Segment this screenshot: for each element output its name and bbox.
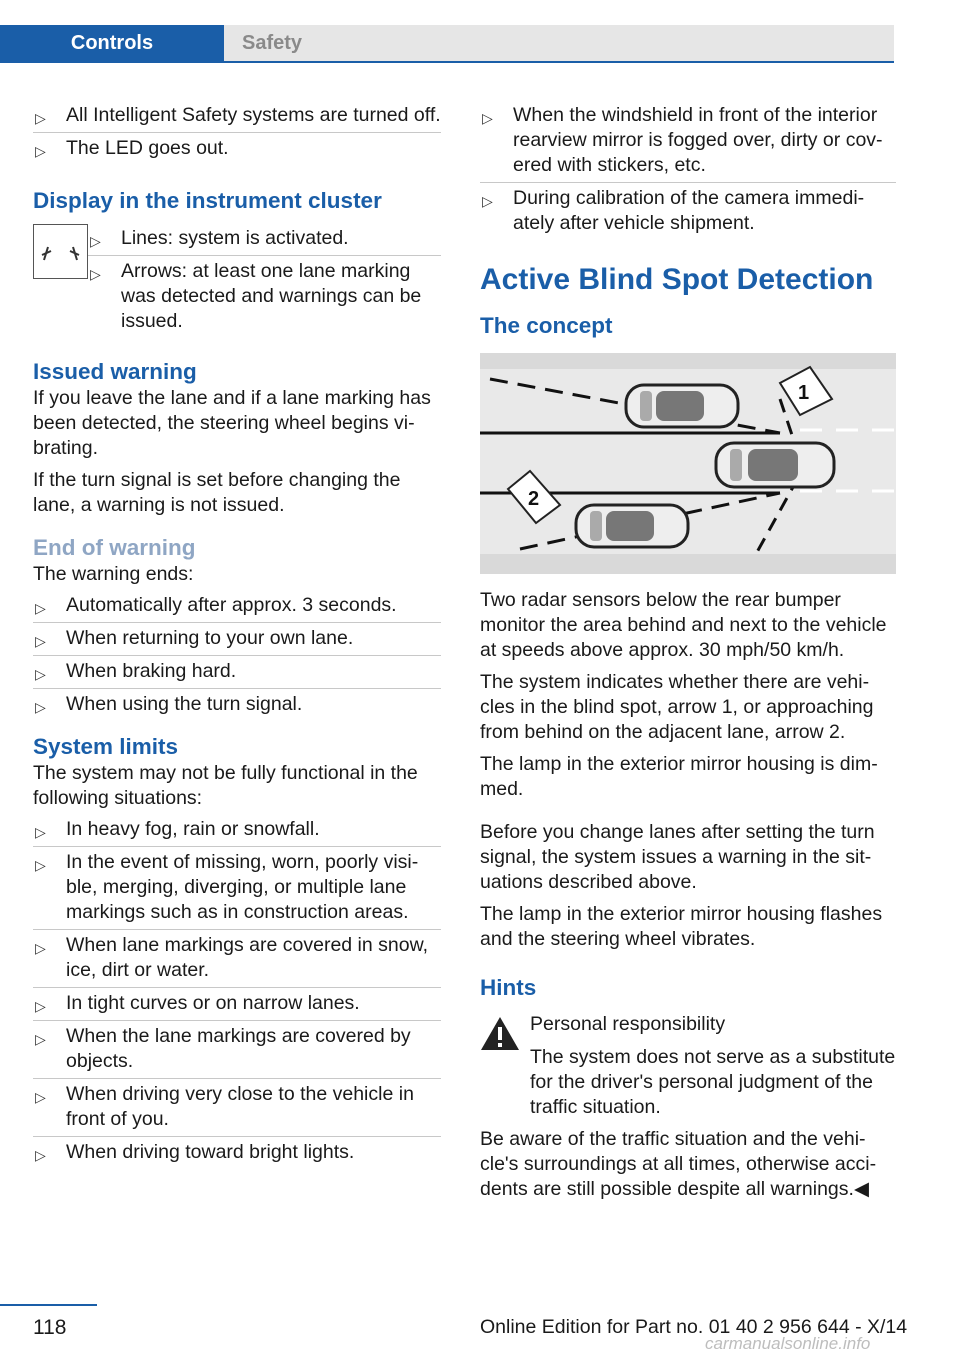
triangle-bullet-icon: ▷	[35, 1147, 46, 1163]
warning-triangle-icon	[480, 1015, 520, 1051]
triangle-bullet-icon: ▷	[35, 998, 46, 1014]
triangle-bullet-icon: ▷	[35, 940, 46, 956]
list-item: ▷ When using the turn signal.	[33, 688, 441, 721]
right-column	[480, 100, 896, 1202]
car-middle	[716, 443, 834, 487]
list-item: ▷ Arrows: at least one lane marking was detected and warnings can be issued.	[88, 255, 441, 338]
tab-safety[interactable]: Safety	[224, 25, 894, 62]
display-section	[33, 223, 441, 338]
triangle-bullet-icon: ▷	[35, 633, 46, 649]
triangle-bullet-icon: ▷	[35, 110, 46, 126]
list-item: ▷ When driving toward bright lights.	[33, 1136, 441, 1169]
end-of-warning-intro: The warning ends:	[33, 563, 194, 585]
warning-title: Personal responsibility	[530, 1013, 726, 1035]
arrow-2-label: 2	[528, 488, 540, 510]
warning-text-2: Be aware of the traffic situation and the vehicle's surroundings at all times, otherwise accidents are still possible despite all warnings.◀	[480, 1128, 877, 1200]
concept-heading: The concept	[480, 313, 613, 338]
list-item: ▷ When the windshield in front of the interior rearview mirror is fogged over, dirty or covered with stickers, etc.	[482, 104, 883, 176]
end-of-warning-list	[33, 590, 441, 721]
warning-text-start: The system does not serve as a substitute for the driver's personal judgment of the traffic situation.	[530, 1046, 896, 1118]
arrow-1-label: 1	[798, 382, 810, 404]
warning-block	[480, 1012, 896, 1120]
triangle-bullet-icon: ▷	[482, 110, 493, 126]
end-of-warning-heading: End of warning	[33, 535, 196, 560]
triangle-bullet-icon: ▷	[35, 143, 46, 159]
list-item: ▷ When returning to your own lane.	[33, 622, 441, 655]
lane-lines-icon	[33, 224, 88, 279]
triangle-bullet-icon: ▷	[35, 1031, 46, 1047]
car-bottom	[576, 505, 688, 547]
concept-text-1: Two radar sensors below the rear bumper monitor the area behind and next to the vehicle at speeds above approx. 30 mph/50 km/h.	[480, 589, 887, 661]
issued-warning-text-2: If the turn signal is set before changing the lane, a warning is not issued.	[33, 469, 401, 516]
system-off-list	[33, 100, 441, 165]
list-item: ▷ In the event of missing, worn, poorly visible, merging, diverging, or multiple lane markings such as in construction areas.	[33, 846, 441, 929]
triangle-bullet-icon: ▷	[90, 233, 101, 249]
display-heading: Display in the instrument cluster	[33, 188, 382, 213]
concept-text-2: The system indicates whether there are vehicles in the blind spot, arrow 1, or approaching from behind on the adjacent lane, arrow 2.	[480, 671, 874, 743]
page-number: 118	[33, 1316, 67, 1339]
triangle-bullet-icon: ▷	[482, 193, 493, 209]
triangle-bullet-icon: ▷	[35, 824, 46, 840]
concept-text-5: The lamp in the exterior mirror housing flashes and the steering wheel vibrates.	[480, 903, 883, 950]
issued-warning-text: If you leave the lane and if a lane marking has been detected, the steering wheel begins vibrating.	[33, 387, 431, 459]
watermark: carmanualsonline.info	[705, 1334, 871, 1353]
edition-text: Online Edition for Part no. 01 40 2 956 644 - X/14	[480, 1316, 908, 1338]
system-limits-heading: System limits	[33, 734, 179, 759]
list-item: ▷ During calibration of the camera immediately after vehicle shipment.	[480, 182, 896, 240]
triangle-bullet-icon: ▷	[35, 1089, 46, 1105]
footer-divider	[0, 1304, 97, 1306]
list-item: ▷ When lane markings are covered in snow, ice, dirt or water.	[33, 929, 441, 987]
tab-controls[interactable]: Controls	[0, 25, 224, 62]
header-divider	[0, 61, 894, 63]
system-limits-intro: The system may not be fully functional in the following situations:	[33, 762, 418, 809]
list-item: ▷ When the lane markings are covered by objects.	[33, 1020, 441, 1078]
list-item: ▷ Lines: system is activated.	[88, 223, 441, 255]
list-item: ▷ The LED goes out.	[33, 132, 441, 165]
header-tabs	[0, 25, 894, 62]
list-item: ▷ All Intelligent Safety systems are turned off.	[33, 100, 441, 132]
warning-content	[530, 1012, 896, 1120]
display-list	[88, 223, 441, 338]
list-item: ▷ When driving very close to the vehicle in front of you.	[33, 1078, 441, 1136]
list-item: ▷ When braking hard.	[33, 655, 441, 688]
car-top	[626, 385, 738, 427]
system-limits-list	[33, 814, 441, 1169]
triangle-bullet-icon: ▷	[90, 266, 101, 282]
triangle-bullet-icon: ▷	[35, 857, 46, 873]
blind-spot-figure	[480, 353, 896, 574]
blind-spot-diagram	[480, 353, 896, 574]
triangle-bullet-icon: ▷	[35, 600, 46, 616]
list-item: ▷ Automatically after approx. 3 seconds.	[33, 590, 441, 622]
issued-warning-heading: Issued warning	[33, 359, 197, 384]
system-limits-list-continued	[480, 100, 896, 240]
triangle-bullet-icon: ▷	[35, 666, 46, 682]
triangle-bullet-icon: ▷	[35, 699, 46, 715]
list-item: ▷ In tight curves or on narrow lanes.	[33, 987, 441, 1020]
left-column	[33, 100, 441, 1169]
concept-text-3: The lamp in the exterior mirror housing is dimmed.	[480, 753, 878, 800]
hints-heading: Hints	[480, 975, 537, 1000]
concept-text-4: Before you change lanes after setting the turn signal, the system issues a warning in the situations described above.	[480, 821, 875, 893]
section-title: Active Blind Spot Detection	[480, 263, 874, 296]
list-item: ▷ In heavy fog, rain or snowfall.	[33, 814, 441, 846]
